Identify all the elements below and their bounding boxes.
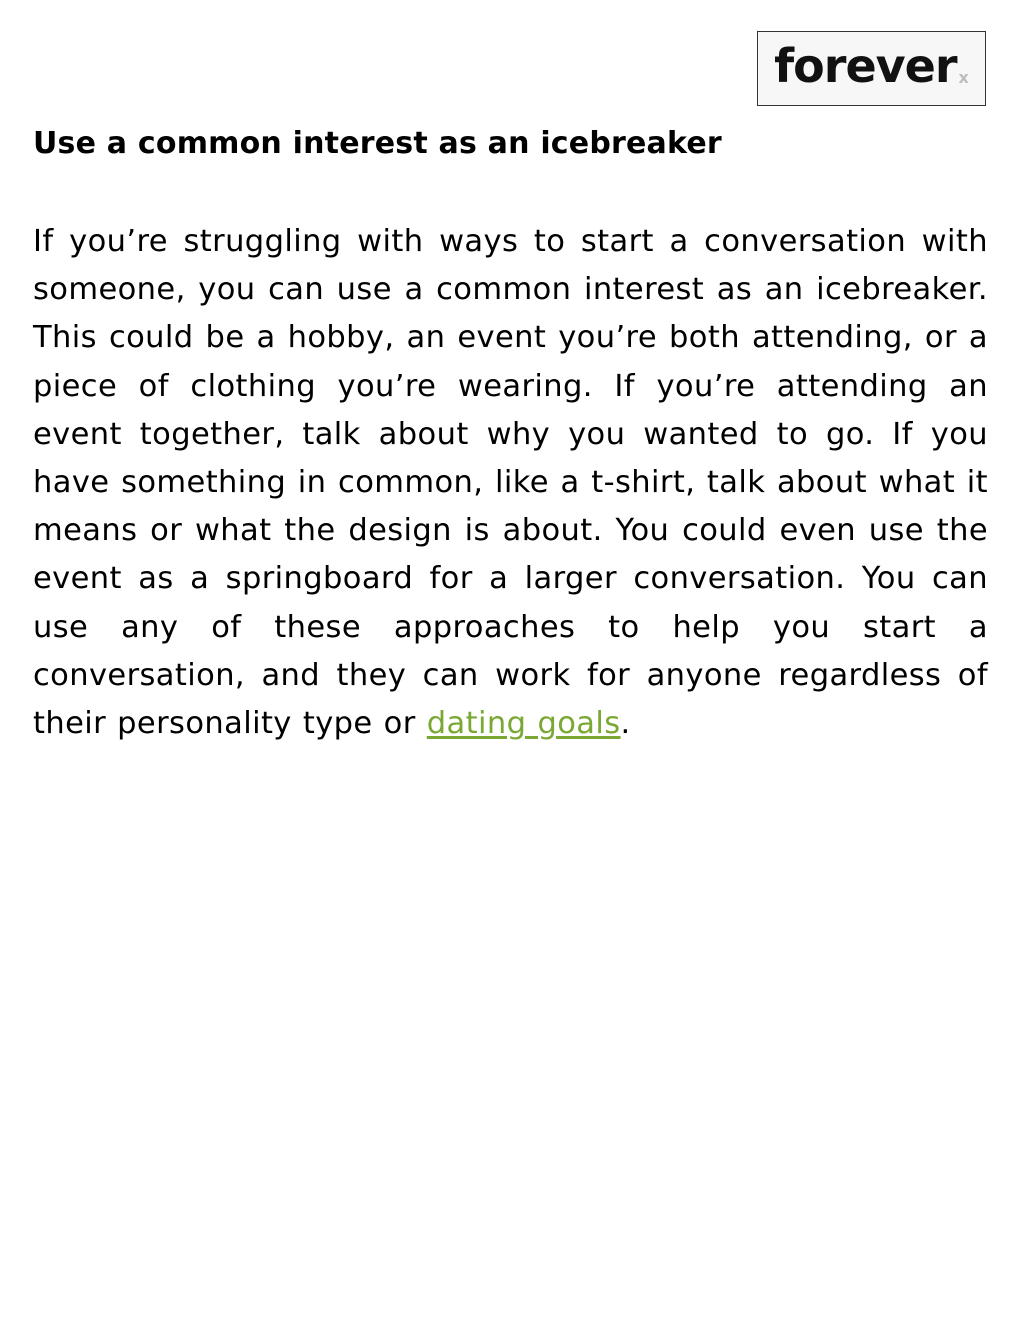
- article-body: [33, 218, 988, 748]
- body-text-main: If you’re struggling with ways to start a conversation with someone, you can use a common interest as an icebreaker. This could be a hobby, an event you’re both attending, or a piece of clothing you’re wearing. If you’re attending an event together, talk about why you wanted to go. If you have something in common, like a t-shirt, talk about what it means or what the design is about. You could even use the event as a springboard for a larger conversation. You can use any of these approaches to help you start a conversation, and they can work for anyone regardless of their personality type or: [33, 224, 988, 742]
- brand-logo: [757, 31, 986, 106]
- body-text-end: .: [620, 706, 631, 742]
- logo-wordmark: forever: [774, 38, 957, 93]
- dating-goals-link[interactable]: dating goals: [426, 706, 621, 742]
- logo-suffix: x: [958, 68, 969, 87]
- article-heading: Use a common interest as an icebreaker: [33, 126, 722, 161]
